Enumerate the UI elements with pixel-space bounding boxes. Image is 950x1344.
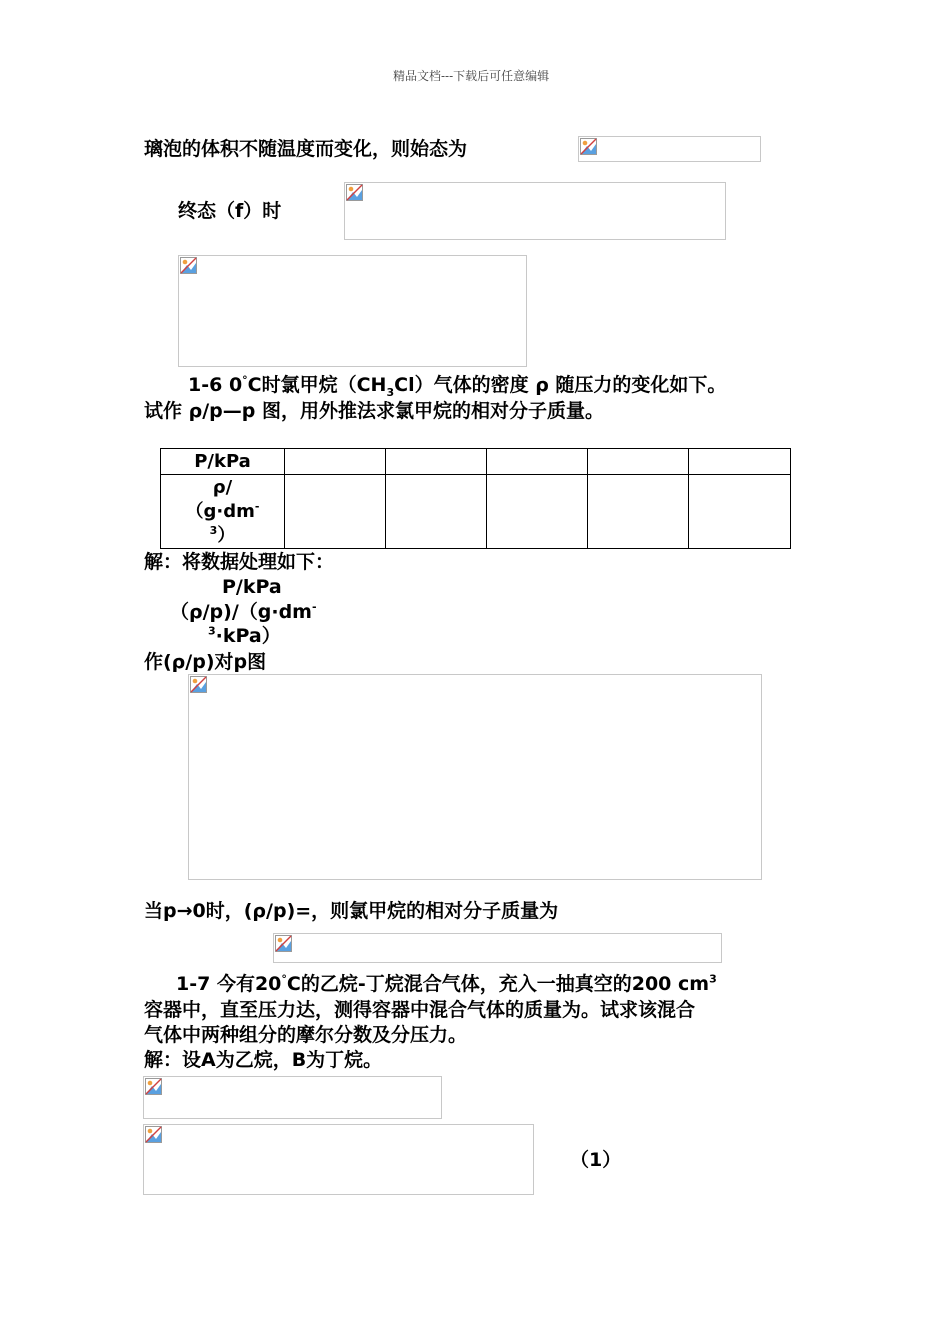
- image-placeholder-equation: [178, 255, 527, 367]
- broken-image-icon: [180, 257, 197, 274]
- solution-1-6-ratio-label: （ρ/p)/（g·dm-: [170, 600, 317, 623]
- table-cell: [588, 475, 689, 549]
- image-placeholder-plot: [188, 674, 762, 880]
- para-initial-state: 璃泡的体积不随温度而变化，则始态为: [144, 138, 468, 160]
- solution-1-6-ratio-unit: $^3$·kPa）: [208, 624, 281, 647]
- solution-1-6-pressure-label: P/kPa: [222, 576, 282, 598]
- para-final-state: 终态（f）时: [178, 200, 282, 222]
- density-data-table: [160, 448, 791, 549]
- table-cell: [487, 475, 588, 549]
- table-cell: [386, 475, 487, 549]
- page-header: 精品文档---下载后可任意编辑: [393, 69, 550, 83]
- limit-statement: 当p→0时，(ρ/p)=，则氯甲烷的相对分子质量为: [144, 900, 559, 922]
- problem-1-7-line3: 气体中两种组分的摩尔分数及分压力。: [144, 1024, 468, 1046]
- problem-1-7-line2: 容器中，直至压力达，测得容器中混合气体的质量为。试求该混合: [144, 999, 696, 1021]
- table-cell: [689, 475, 791, 549]
- problem-1-7-solution-intro: 解：设A为乙烷，B为丁烷。: [144, 1049, 383, 1071]
- table-cell: [285, 449, 386, 475]
- problem-1-7-line1: 1-7 今有20°C的乙烷-丁烷混合气体，充入一抽真空的200 $cm^3$: [176, 972, 717, 995]
- image-placeholder-final: [344, 182, 726, 240]
- broken-image-icon: [145, 1126, 162, 1143]
- solution-1-6-plot-caption: 作(ρ/p)对p图: [144, 651, 267, 673]
- table-header-pressure: P/kPa: [161, 449, 285, 475]
- table-cell: [285, 475, 386, 549]
- image-placeholder-eq-a: [143, 1076, 442, 1119]
- broken-image-icon: [580, 138, 597, 155]
- problem-1-6-line1: 1-6 0°C时氯甲烷$(CH_3Cl)$气体的密度 ρ 随压力的变化如下。: [188, 373, 727, 399]
- equation-number: （1）: [570, 1149, 622, 1171]
- broken-image-icon: [145, 1078, 162, 1095]
- problem-1-6-line2: 试作 ρ/p—p 图，用外推法求氯甲烷的相对分子质量。: [144, 400, 604, 422]
- table-header-density: ρ/ （g·dm- $^3$）: [161, 475, 285, 549]
- image-placeholder-eq-b: [143, 1124, 534, 1195]
- table-cell: [588, 449, 689, 475]
- table-cell: [689, 449, 791, 475]
- image-placeholder-molar-mass: [273, 933, 722, 963]
- broken-image-icon: [190, 676, 207, 693]
- table-row: [161, 475, 791, 549]
- table-cell: [386, 449, 487, 475]
- broken-image-icon: [346, 184, 363, 201]
- table-cell: [487, 449, 588, 475]
- table-row: [161, 449, 791, 475]
- image-placeholder-initial: [578, 136, 761, 162]
- solution-1-6-intro: 解：将数据处理如下：: [144, 551, 335, 573]
- broken-image-icon: [275, 935, 292, 952]
